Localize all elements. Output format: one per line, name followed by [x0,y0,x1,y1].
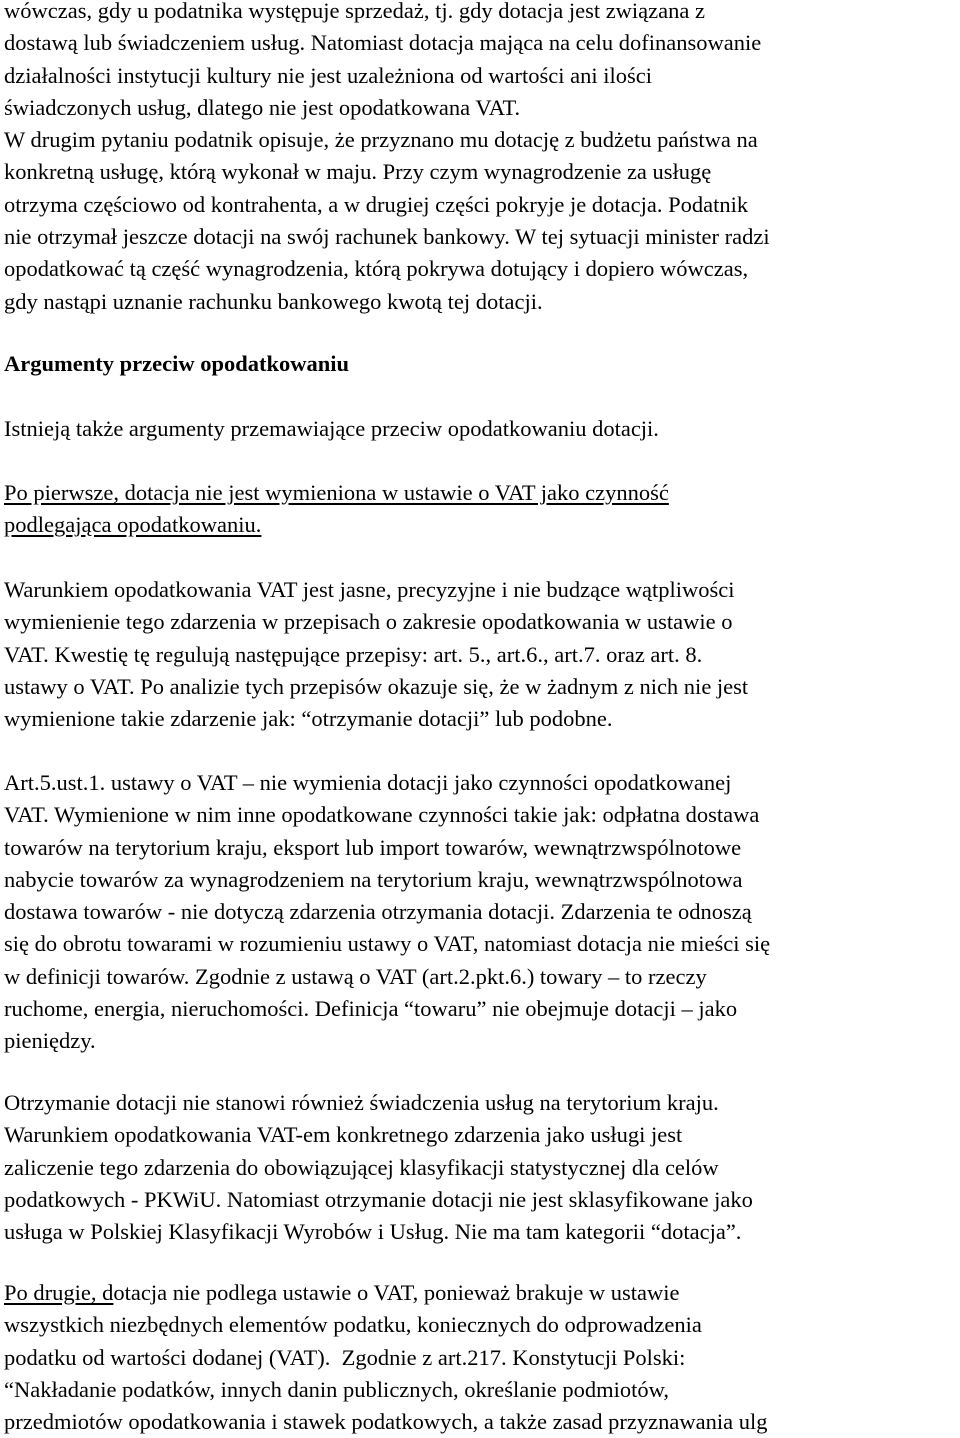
text-line: dostawa towarów - nie dotyczą zdarzenia otrzymania dotacji. Zdarzenia te odnoszą [4,899,752,925]
text-line: ustawy o VAT. Po analizie tych przepisów okazuje się, że w żadnym z nich nie jest [4,673,749,699]
text-line: gdy nastąpi uznanie rachunku bankowego kwotą tej dotacji. [4,288,543,314]
text-line: usługa w Polskiej Klasyfikacji Wyrobów i Usług. Nie ma tam kategorii “dotacja”. [4,1219,742,1245]
text-line: Po pierwsze, dotacja nie jest wymieniona w ustawie o VAT jako czynność [4,480,669,505]
section-heading [4,348,958,380]
text-line: nabycie towarów za wynagrodzeniem na terytorium kraju, wewnątrzwspólnotowa [4,866,743,892]
first-argument [4,477,958,542]
text-line: W drugim pytaniu podatnik opisuje, że przyznano mu dotację z budżetu państwa na [4,127,758,153]
second-argument [4,1277,958,1438]
text-line: VAT. Wymienione w nim inne opodatkowane czynności takie jak: odpłatna dostawa [4,802,760,828]
document-page [4,0,958,1438]
text-line: opodatkować tą część wynagrodzenia, którą pokrywa dotujący i dopiero wówczas, [4,256,749,282]
text-line: podatkowych - PKWiU. Natomiast otrzymanie dotacji nie jest sklasyfikowane jako [4,1186,753,1212]
text-line: działalności instytucji kultury nie jest uzależniona od wartości ani ilości [4,62,652,88]
text-line: przedmiotów opodatkowania i stawek podatkowych, a także zasad przyznawania ulg [4,1409,768,1435]
text-line: ruchome, energia, nieruchomości. Definicja “towaru” nie obejmuje dotacji – jako [4,996,738,1022]
text-line: pieniędzy. [4,1028,96,1054]
text-line: nie otrzymał jeszcze dotacji na swój rachunek bankowy. W tej sytuacji minister radzi [4,224,770,250]
paragraph-uslugi [4,1087,958,1248]
text-line: wówczas, gdy u podatnika występuje sprzedaż, tj. gdy dotacja jest związana z [4,0,705,23]
text-line: Warunkiem opodatkowania VAT jest jasne, precyzyjne i nie budzące wątpliwości [4,577,735,602]
text-line: świadczonych usług, dlatego nie jest opodatkowana VAT. [4,94,521,120]
text-line: wszystkich niezbędnych elementów podatku, koniecznych do odprowadzenia [4,1312,702,1338]
text-line: dostawą lub świadczeniem usług. Natomiast dotacja mająca na celu dofinansowanie [4,30,762,56]
text-line: konkretną usługę, którą wykonał w maju. Przy czym wynagrodzenie za usługę [4,159,712,185]
text-line: się do obrotu towarami w rozumieniu ustawy o VAT, natomiast dotacja nie mieści się [4,931,771,957]
text-line: wymienione takie zdarzenie jak: “otrzymanie dotacji” lub podobne. [4,706,613,732]
text-line: Art.5.ust.1. ustawy o VAT – nie wymienia dotacji jako czynności opodatkowanej [4,770,732,795]
second-argument-lead: Po drugie, d [4,1280,114,1305]
text-line: Warunkiem opodatkowania VAT-em konkretnego zdarzenia jako usługi jest [4,1122,683,1148]
text-line: otrzyma częściowo od kontrahenta, a w drugiej części pokryje je dotacja. Podatnik [4,191,749,217]
text-line: VAT. Kwestię tę regulują następujące przepisy: art. 5., art.6., art.7. oraz art. 8. [4,641,703,667]
paragraph-art5 [4,767,958,1058]
section-title: Argumenty przeciw opodatkowaniu [4,351,350,376]
text-line: w definicji towarów. Zgodnie z ustawą o VAT (art.2.pkt.6.) towary – to rzeczy [4,963,707,989]
text-line: Otrzymanie dotacji nie stanowi również świadczenia usług na terytorium kraju. [4,1090,719,1115]
paragraph-dotacja-sprzedaz [4,0,958,318]
text-line: wymienienie tego zdarzenia w przepisach o zakresie opodatkowania w ustawie o [4,609,733,635]
paragraph-warunkiem [4,574,958,735]
paragraph-intro [4,413,958,445]
second-argument-text: otacja nie podlega ustawie o VAT, ponieważ brakuje w ustawie [113,1280,680,1305]
text-line: podatku od wartości dodanej (VAT). Zgodnie z art.217. Konstytucji Polski: [4,1344,686,1370]
text-line [4,1277,958,1309]
text-line: Istnieją także argumenty przemawiające przeciw opodatkowaniu dotacji. [4,416,659,441]
text-line: zaliczenie tego zdarzenia do obowiązującej klasyfikacji statystycznej dla celów [4,1154,719,1180]
text-line: podlegająca opodatkowaniu. [4,512,262,538]
text-line: towarów na terytorium kraju, eksport lub import towarów, wewnątrzwspólnotowe [4,834,742,860]
text-line: “Nakładanie podatków, innych danin publicznych, określanie podmiotów, [4,1376,670,1402]
